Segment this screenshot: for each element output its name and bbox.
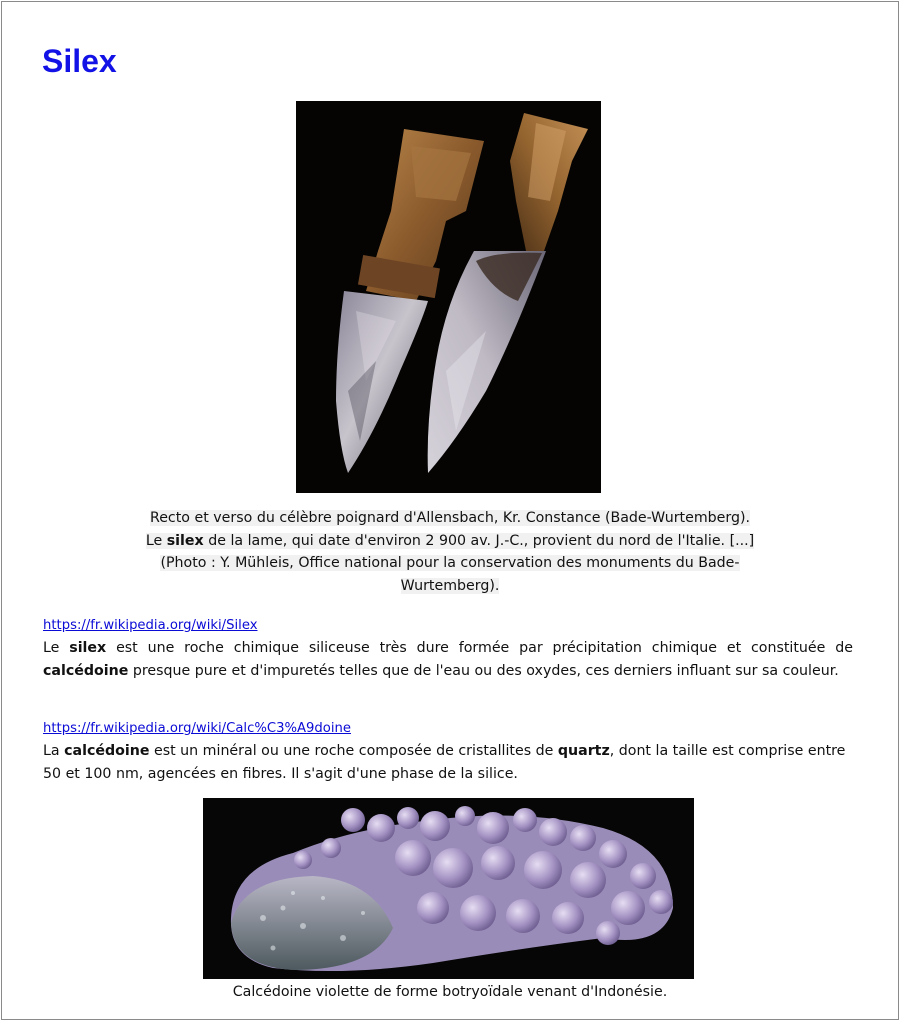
- silex-bold-term: silex: [69, 640, 107, 656]
- caption-line-4: Wurtemberg).: [400, 577, 500, 594]
- calcedoine-section: [43, 717, 853, 786]
- mineral-caption: Calcédoine violette de forme botryoïdale venant d'Indonésie.: [232, 984, 668, 1000]
- silex-paragraph: [43, 637, 853, 683]
- caption-line-2: [146, 533, 754, 549]
- caption-bold-silex: silex: [166, 532, 204, 549]
- silex-text-3: presque pure et d'impuretés telles que de l'eau ou des oxydes, ces derniers influant sur sa couleur.: [128, 663, 839, 679]
- silex-text-2: est une roche chimique siliceuse très dure formée par précipitation chimique et constituée de: [106, 640, 853, 656]
- caption-line-1: Recto et verso du célèbre poignard d'Allensbach, Kr. Constance (Bade-Wurtemberg).: [149, 510, 751, 526]
- flint-dagger-photo: [296, 101, 601, 493]
- calcedoine-bold-term-2: calcédoine: [64, 743, 150, 759]
- page-title: Silex: [42, 43, 117, 79]
- flint-dagger-illustration: [296, 101, 601, 493]
- caption-line-3: (Photo : Y. Mühleis, Office national pour la conservation des monuments du Bade-: [160, 555, 740, 571]
- quartz-bold-term: quartz: [557, 743, 610, 759]
- dagger-caption: [100, 507, 800, 597]
- calcedoine-paragraph: [43, 740, 853, 786]
- calcedoine-bold-term: calcédoine: [43, 663, 129, 679]
- chalcedony-mineral-photo: [203, 798, 694, 979]
- silex-section: [43, 614, 853, 683]
- silex-text-1: Le: [43, 640, 70, 656]
- caption-line-2-pre: Le: [145, 532, 167, 549]
- wikipedia-calcedoine-link[interactable]: https://fr.wikipedia.org/wiki/Calc%C3%A9doine: [43, 721, 351, 736]
- chalcedony-illustration: [203, 798, 694, 979]
- calcedoine-text-2: est un minéral ou une roche composée de cristallites de: [149, 743, 558, 759]
- wikipedia-silex-link[interactable]: https://fr.wikipedia.org/wiki/Silex: [43, 618, 258, 633]
- caption-line-2-post: de la lame, qui date d'environ 2 900 av. J.-C., provient du nord de l'Italie. [...]: [203, 532, 755, 549]
- calcedoine-text-1: La: [43, 743, 65, 759]
- calcedoine-text-3: , dont la taille est comprise entre 50 et 100 nm, agencées en fibres. Il s'agit d'une phase de la silice.: [43, 743, 846, 782]
